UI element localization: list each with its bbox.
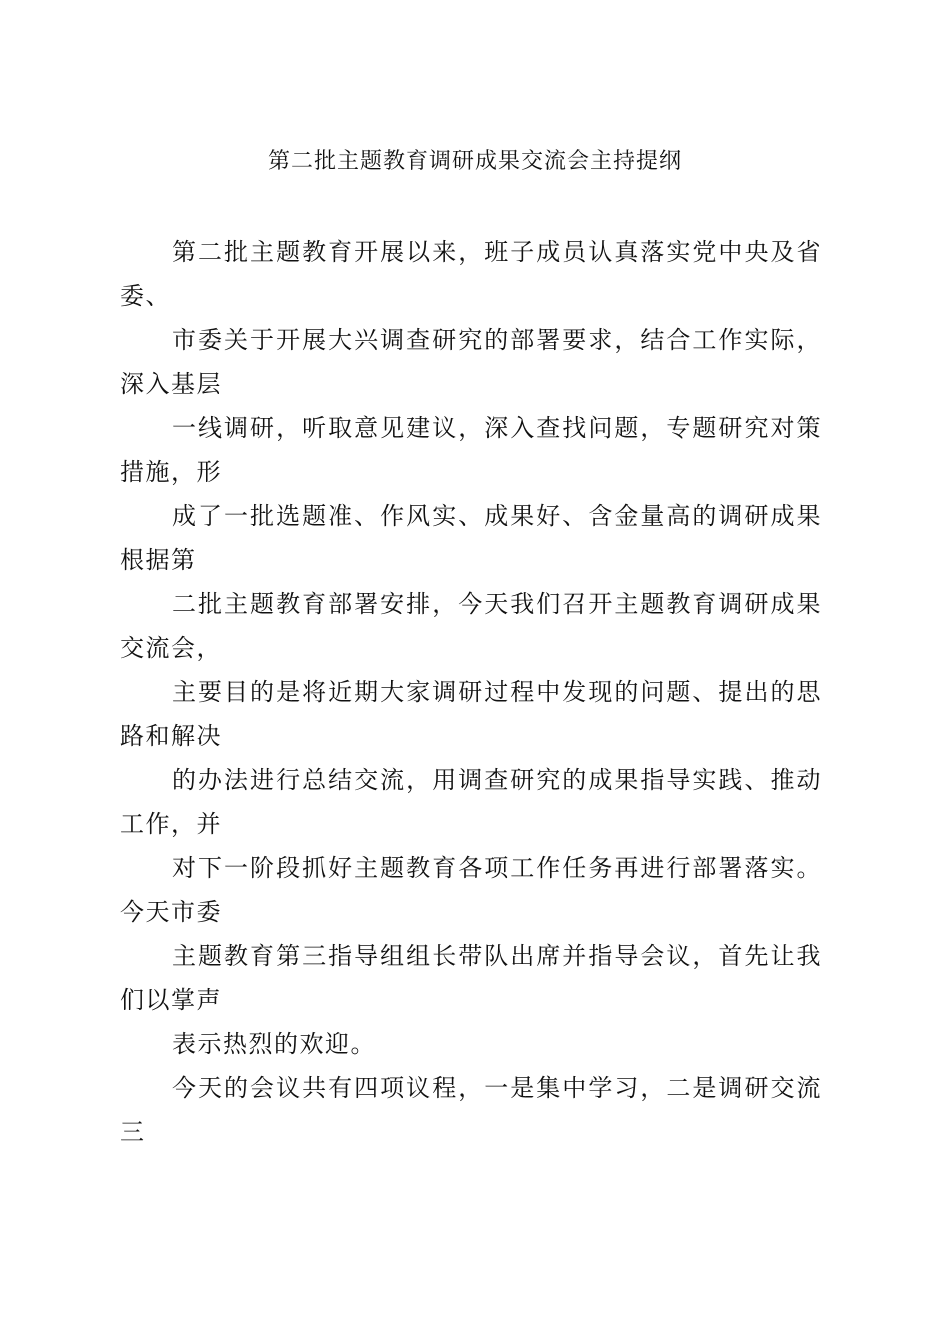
paragraph-line: 们以掌声	[120, 986, 222, 1014]
paragraph-line: 交流会，	[120, 634, 222, 662]
paragraph-line: 主题教育第三指导组组长带队出席并指导会议，首先让我	[172, 942, 822, 970]
paragraph-line: 一线调研，听取意见建议，深入查找问题，专题研究对策	[172, 414, 822, 442]
paragraph-line: 根据第	[120, 546, 197, 574]
paragraph-line: 市委关于开展大兴调查研究的部署要求，结合工作实际，	[172, 326, 822, 354]
paragraph-line: 第二批主题教育开展以来，班子成员认真落实党中央及省	[172, 238, 822, 266]
document-body	[120, 230, 840, 1154]
paragraph-line: 主要目的是将近期大家调研过程中发现的问题、提出的思	[172, 678, 822, 706]
paragraph-line: 三	[120, 1118, 146, 1146]
paragraph-line: 措施，形	[120, 458, 222, 486]
paragraph-line: 二批主题教育部署安排，今天我们召开主题教育调研成果	[172, 590, 822, 618]
paragraph-line: 对下一阶段抓好主题教育各项工作任务再进行部署落实。	[172, 854, 822, 882]
document-title: 第二批主题教育调研成果交流会主持提纲	[267, 149, 682, 174]
paragraph-line: 路和解决	[120, 722, 222, 750]
paragraph-line: 委、	[120, 282, 171, 310]
paragraph-line: 工作，并	[120, 810, 222, 838]
paragraph-line: 深入基层	[120, 370, 222, 398]
paragraph-line: 成了一批选题准、作风实、成果好、含金量高的调研成果	[172, 502, 822, 530]
paragraph-line: 今天的会议共有四项议程，一是集中学习，二是调研交流	[172, 1074, 822, 1102]
paragraph-line: 的办法进行总结交流，用调查研究的成果指导实践、推动	[172, 766, 822, 794]
paragraph-line: 今天市委	[120, 898, 222, 926]
paragraph-line: 表示热烈的欢迎。	[172, 1030, 376, 1058]
